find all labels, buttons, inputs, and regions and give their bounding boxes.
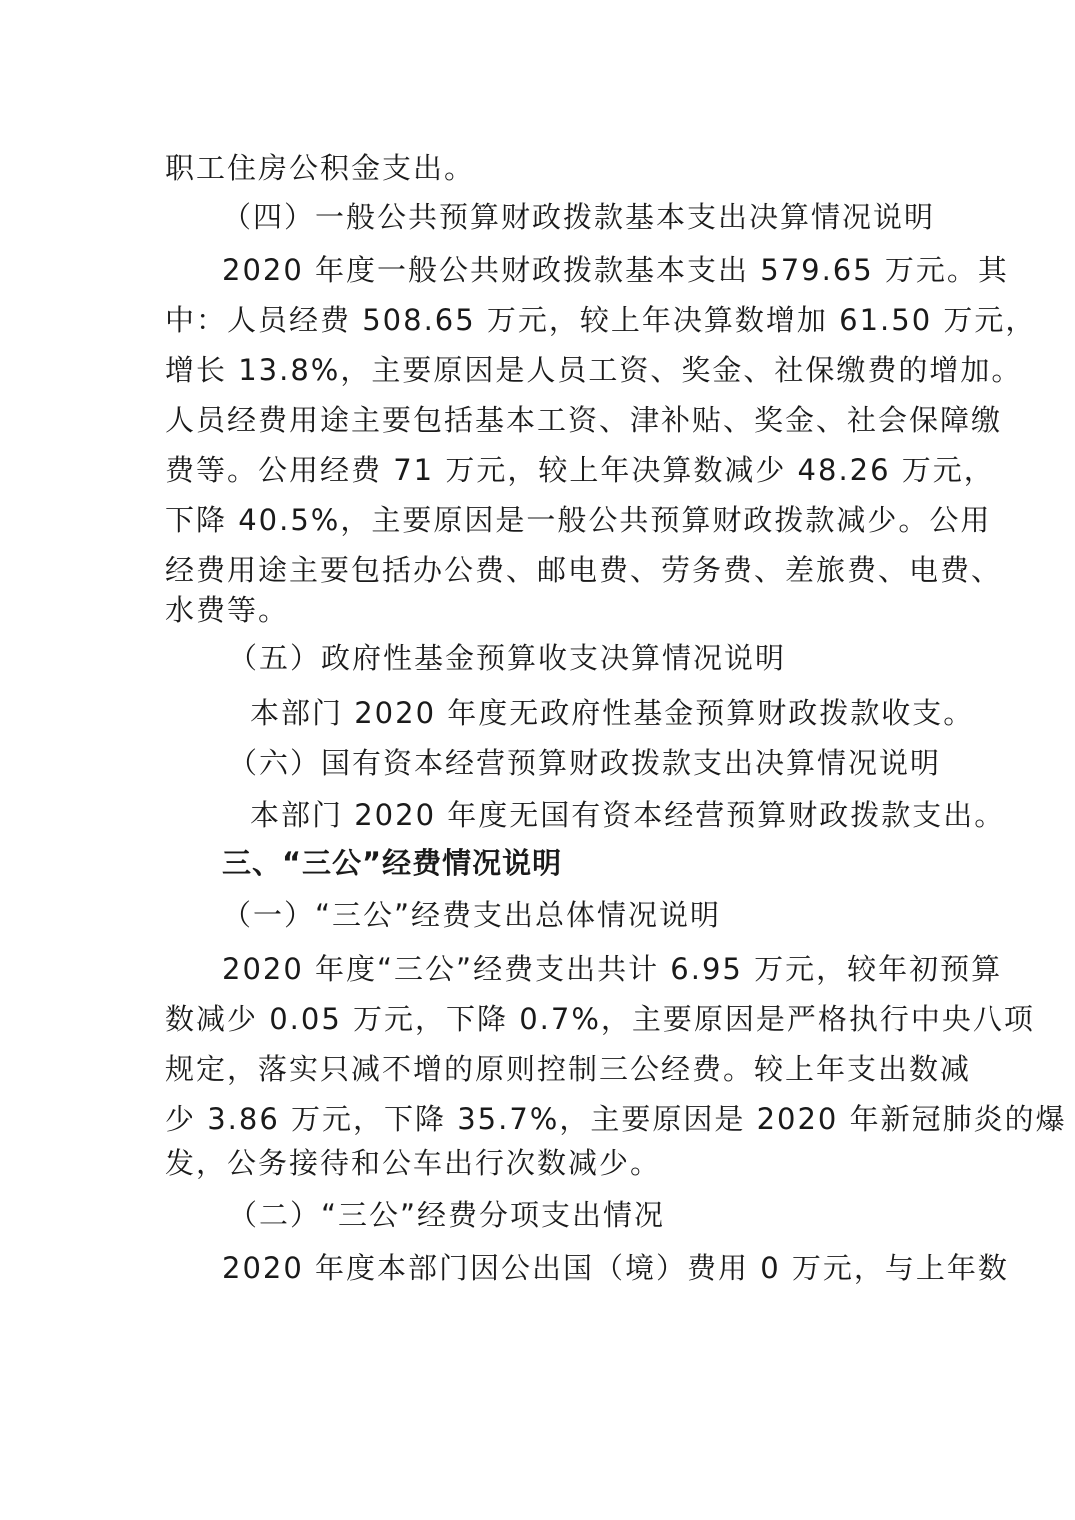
subsection-heading-2: （二）“三公”经费分项支出情况	[228, 1198, 666, 1232]
text-line-8: 下降 40.5%，主要原因是一般公共预算财政拨款减少。公用	[165, 503, 992, 537]
section-heading-5: （五）政府性基金预算收支决算情况说明	[228, 641, 787, 675]
text-line-3: 2020 年度一般公共财政拨款基本支出 579.65 万元。其	[222, 253, 1009, 287]
section-heading-6: （六）国有资本经营预算财政拨款支出决算情况说明	[228, 746, 942, 780]
text-line-17: 2020 年度“三公”经费支出共计 6.95 万元，较年初预算	[222, 952, 1003, 986]
text-line-10: 水费等。	[165, 593, 290, 627]
text-line-19: 规定，落实只减不增的原则控制三公经费。较上年支出数减	[165, 1052, 972, 1086]
chapter-heading-3: 三、“三公”经费情况说明	[222, 846, 563, 880]
text-line-14: 本部门 2020 年度无国有资本经营预算财政拨款支出。	[250, 798, 1006, 832]
text-line-9: 经费用途主要包括办公费、邮电费、劳务费、差旅费、电费、	[165, 553, 1003, 587]
text-line-4: 中：人员经费 508.65 万元，较上年决算数增加 61.50 万元，	[165, 303, 1037, 337]
text-line-12: 本部门 2020 年度无政府性基金预算财政拨款收支。	[250, 696, 975, 730]
text-line-1: 职工住房公积金支出。	[165, 151, 476, 185]
section-heading-4: （四）一般公共预算财政拨款基本支出决算情况说明	[222, 200, 936, 234]
text-line-7: 费等。公用经费 71 万元，较上年决算数减少 48.26 万元，	[165, 453, 995, 487]
subsection-heading-1: （一）“三公”经费支出总体情况说明	[222, 898, 722, 932]
text-line-21: 发，公务接待和公车出行次数减少。	[165, 1146, 662, 1180]
text-line-5: 增长 13.8%，主要原因是人员工资、奖金、社保缴费的增加。	[165, 353, 1023, 387]
text-line-6: 人员经费用途主要包括基本工资、津补贴、奖金、社会保障缴	[165, 403, 1003, 437]
text-line-23: 2020 年度本部门因公出国（境）费用 0 万元，与上年数	[222, 1251, 1009, 1285]
text-line-18: 数减少 0.05 万元，下降 0.7%，主要原因是严格执行中央八项	[165, 1002, 1035, 1036]
text-line-20: 少 3.86 万元，下降 35.7%，主要原因是 2020 年新冠肺炎的爆	[165, 1102, 1067, 1136]
